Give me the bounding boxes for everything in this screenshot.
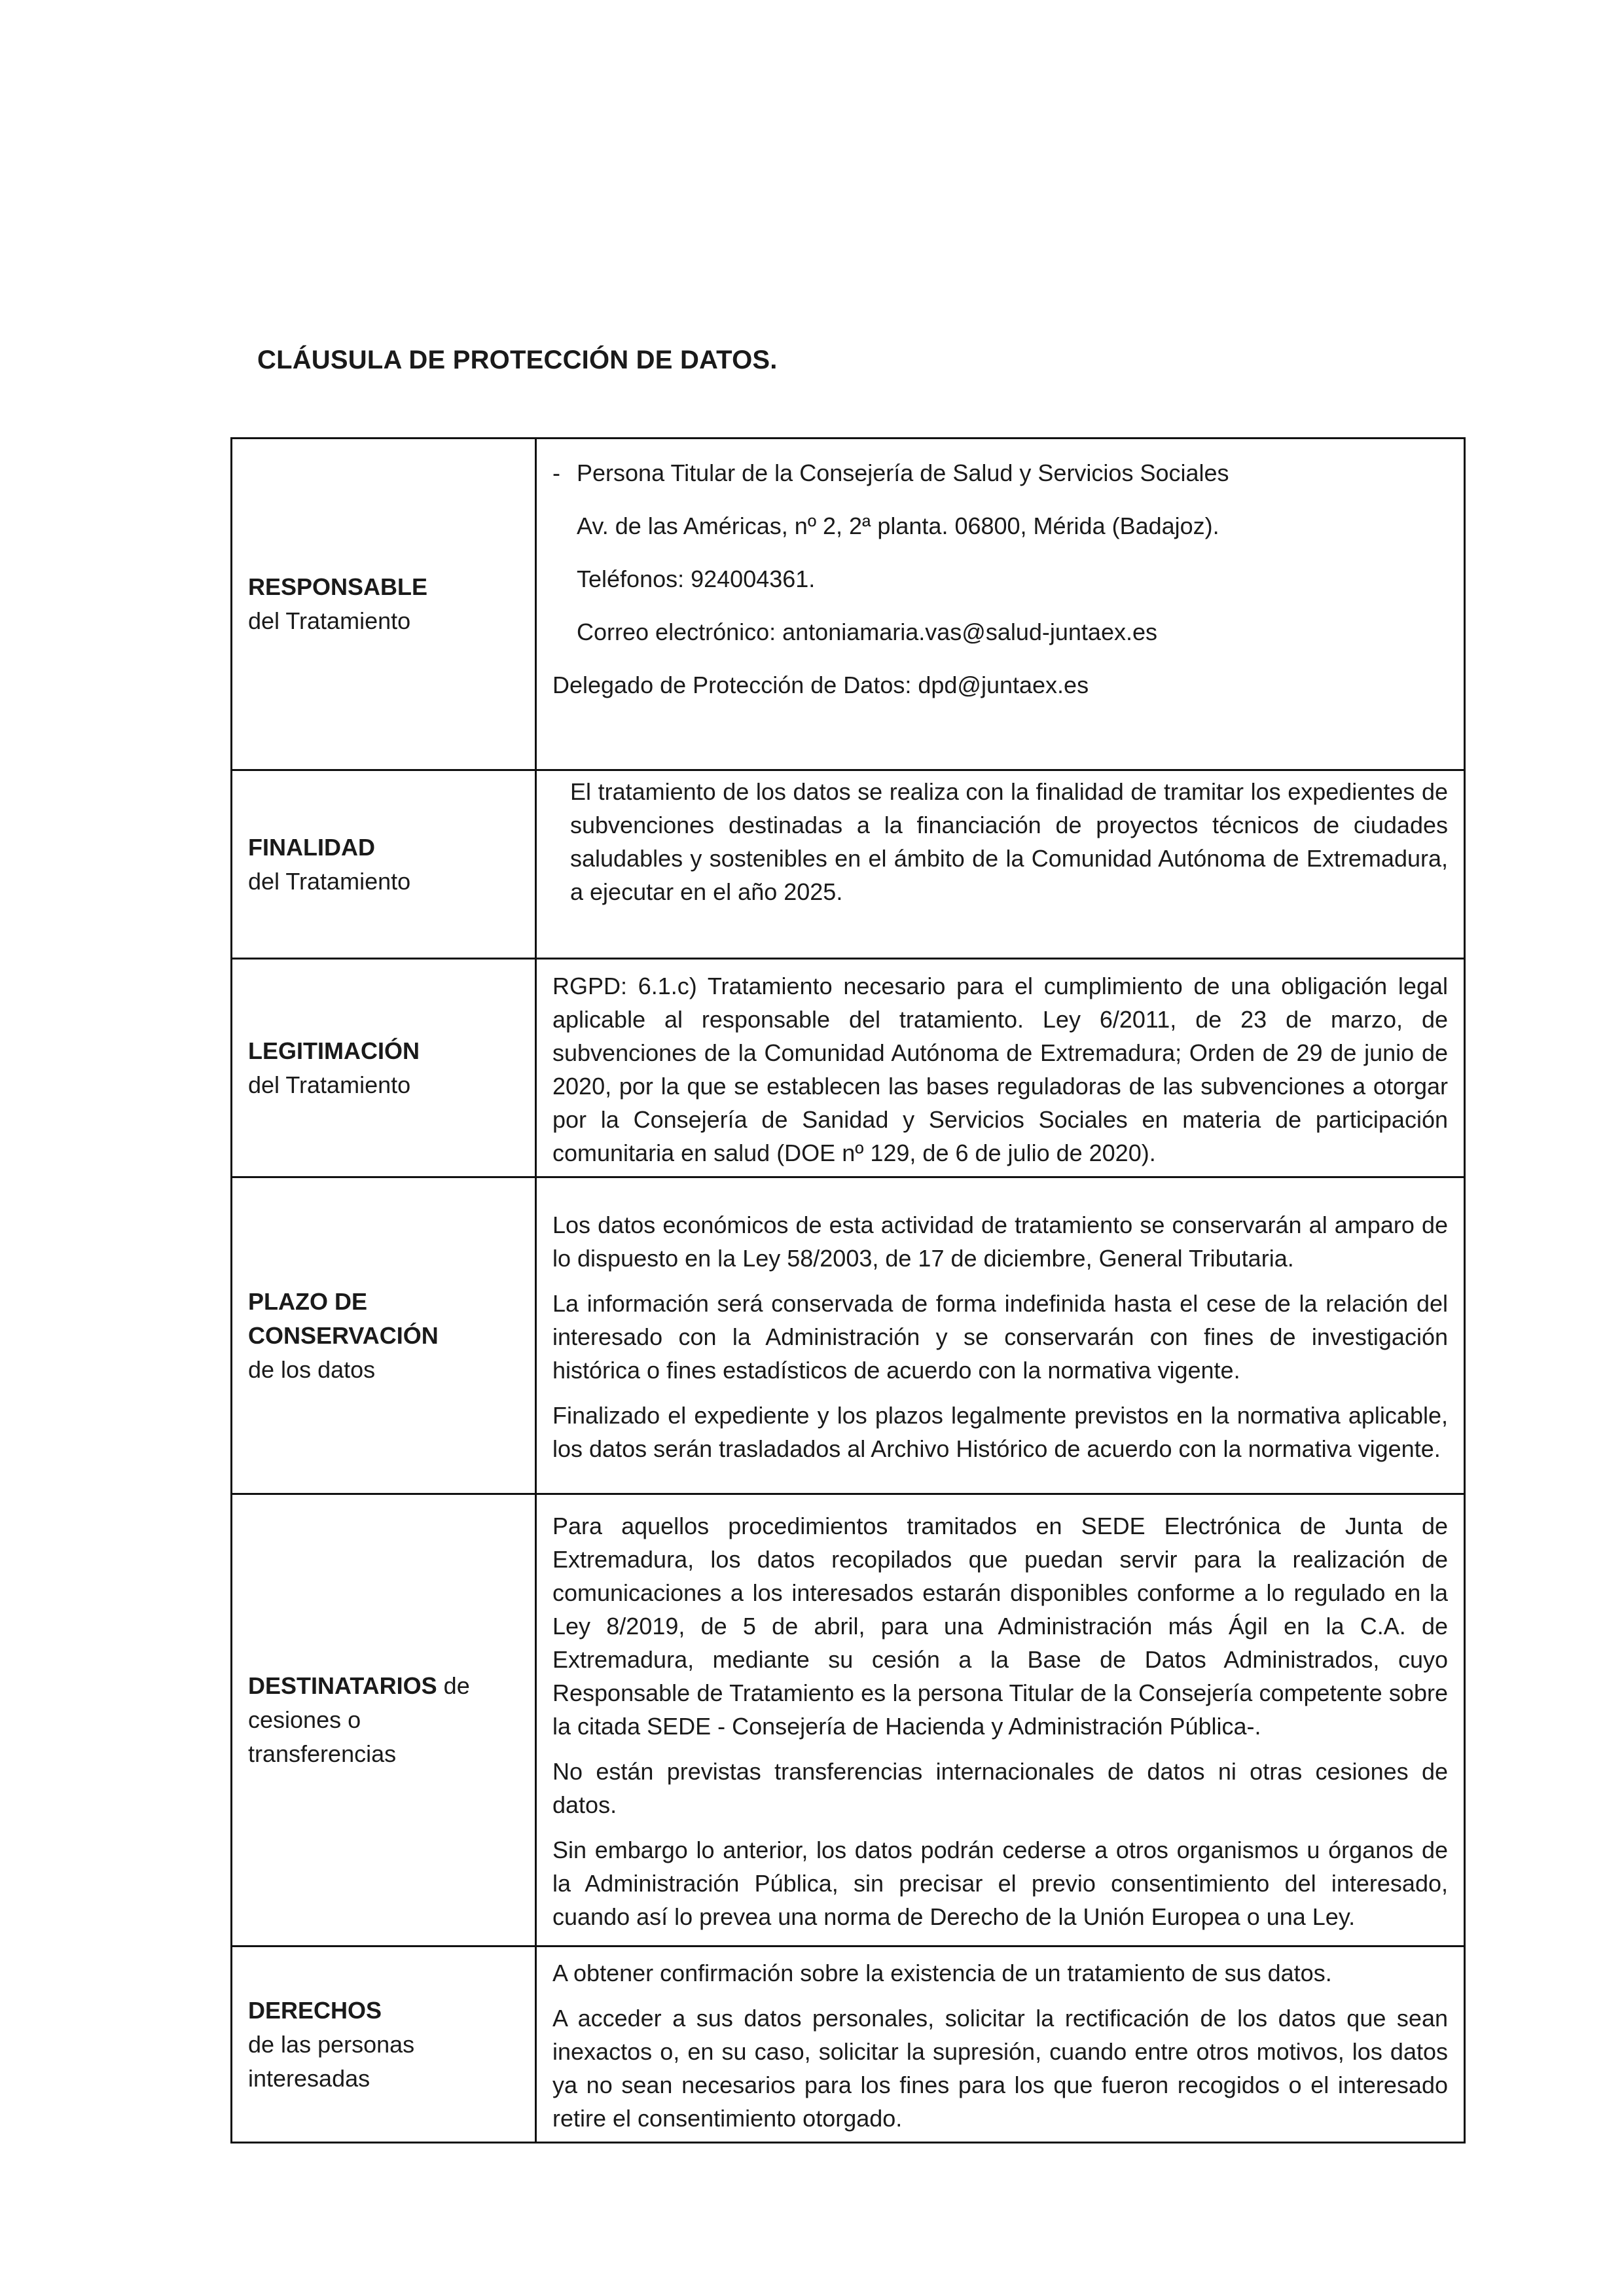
label-finalidad-bold: FINALIDAD [248,833,375,861]
label-plazo-rest: de los datos [248,1355,376,1383]
row-plazo [232,1177,1465,1494]
label-destinatarios-line-3: transferencias [248,1740,397,1767]
row-responsable [232,439,1465,770]
finalidad-text: El tratamiento de los datos se realiza con la finalidad de tramitar los expedientes de subvenciones destinadas a la financiación de proyectos técnicos de ciudades saludables y sostenibles en el ámbito de la Comunidad Autónoma de Extremadura, a ejecutar en el año 2025. [570,778,1448,905]
responsable-title: Persona Titular de la Consejería de Salud y Servicios Sociales [577,459,1229,486]
plazo-paragraph-1: Los datos económicos de esta actividad de tratamiento se conservarán al amparo de lo dispuesto en la Ley 58/2003, de 17 de diciembre, General Tributaria. [552,1211,1448,1272]
content-finalidad [536,770,1465,959]
label-responsable-rest: del Tratamiento [248,607,411,634]
label-destinatarios-bold: DESTINATARIOS [248,1672,437,1699]
label-derechos-line-2: de las personas [248,2030,415,2058]
destinatarios-paragraph-1: Para aquellos procedimientos tramitados en SEDE Electrónica de Junta de Extremadura, los datos recopilados que puedan servir para la realización de comunicaciones a los interesados estarán disponibles conforme a lo regulado en la Ley 8/2019, de 5 de abril, para una Administración más Ágil en la C.A. de Extremadura, mediante su cesión a la Base de Datos Administrados, cuyo Responsable de Tratamiento es la persona Titular de la Consejería competente sobre la citada SEDE - Consejería de Hacienda y Administración Pública-. [552,1513,1448,1740]
derechos-paragraph-1: A obtener confirmación sobre la existencia de un tratamiento de sus datos. [552,1960,1332,1986]
responsable-address: Av. de las Américas, nº 2, 2ª planta. 06800, Mérida (Badajoz). [577,512,1219,539]
content-destinatarios [536,1494,1465,1946]
label-finalidad-rest: del Tratamiento [248,867,411,895]
content-responsable [536,439,1465,770]
label-legitimacion-rest: del Tratamiento [248,1071,411,1098]
content-legitimacion [536,959,1465,1177]
label-finalidad [232,770,536,959]
legitimacion-text: RGPD: 6.1.c) Tratamiento necesario para el cumplimiento de una obligación legal aplicable al responsable del tratamiento. Ley 6/2011, de 23 de marzo, de subvenciones de la Comunidad Autónoma de Extremadura; Orden de 29 de junio de 2020, por la que se establecen las bases reguladoras de las subvenciones a otorgar por la Consejería de Sanidad y Servicios Sociales en materia de participación comunitaria en salud (DOE nº 129, de 6 de julio de 2020). [552,972,1448,1166]
row-derechos [232,1946,1465,2143]
responsable-phones: Teléfonos: 924004361. [577,565,816,592]
responsable-email: Correo electrónico: antoniamaria.vas@salud-juntaex.es [577,619,1157,645]
data-protection-table [230,437,1466,2144]
label-destinatarios [232,1494,536,1946]
label-plazo-bold-2: CONSERVACIÓN [248,1321,439,1349]
row-legitimacion [232,959,1465,1177]
plazo-paragraph-3: Finalizado el expediente y los plazos legalmente previstos en la normativa aplicable, los datos serán trasladados al Archivo Histórico de acuerdo con la normativa vigente. [552,1402,1448,1462]
label-derechos-bold: DERECHOS [248,1996,382,2024]
content-plazo [536,1177,1465,1494]
label-plazo [232,1177,536,1494]
destinatarios-paragraph-2: No están previstas transferencias internacionales de datos ni otras cesiones de datos. [552,1758,1448,1818]
label-derechos [232,1946,536,2143]
bullet-dash: - [552,459,560,486]
responsable-dpd: Delegado de Protección de Datos: dpd@juntaex.es [552,672,1089,698]
responsable-title-line [552,456,1448,490]
derechos-paragraph-2: A acceder a sus datos personales, solicitar la rectificación de los datos que sean inexactos o, en su caso, solicitar la supresión, cuando entre otros motivos, los datos ya no sean necesarios para los fines para los que fueron recogidos o el interesado retire el consentimiento otorgado. [552,2005,1448,2132]
label-legitimacion-bold: LEGITIMACIÓN [248,1037,420,1064]
destinatarios-paragraph-3: Sin embargo lo anterior, los datos podrán cederse a otros organismos u órganos de la Administración Pública, sin precisar el previo consentimiento del interesado, cuando así lo prevea una norma de Derecho de la Unión Europea o una Ley. [552,1837,1448,1930]
row-finalidad [232,770,1465,959]
content-derechos [536,1946,1465,2143]
label-destinatarios-line-2: cesiones o [248,1706,361,1733]
row-destinatarios [232,1494,1465,1946]
label-destinatarios-line-1 [248,1669,535,1703]
label-responsable [232,439,536,770]
label-responsable-bold: RESPONSABLE [248,573,428,600]
label-destinatarios-after: de [437,1672,470,1699]
plazo-paragraph-2: La información será conservada de forma indefinida hasta el cese de la relación del interesado con la Administración y se conservarán con fines de investigación histórica o fines estadísticos de acuerdo con la normativa vigente. [552,1290,1448,1384]
document-title: CLÁUSULA DE PROTECCIÓN DE DATOS. [257,346,778,374]
label-derechos-line-3: interesadas [248,2064,370,2092]
label-plazo-bold-1: PLAZO DE [248,1287,368,1315]
label-legitimacion [232,959,536,1177]
